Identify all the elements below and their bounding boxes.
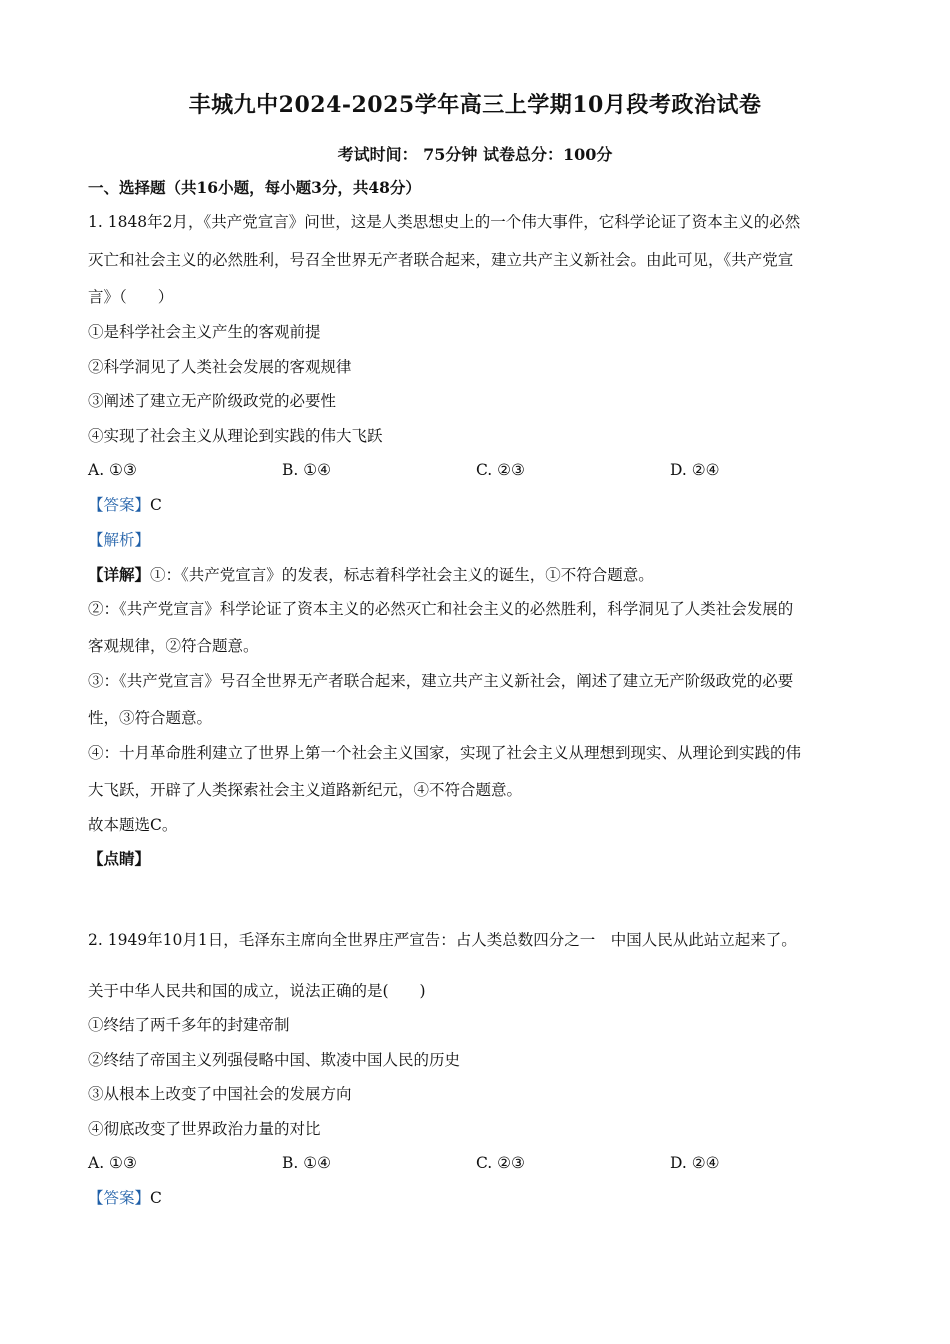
q1-explanation-line: 性，③符合题意。 [88,709,213,727]
q1-option-b: B. ①④ [282,461,332,479]
q2-statement: ④彻底改变了世界政治力量的对比 [88,1120,321,1138]
q1-stem-line: 1. 1848年2月，《共产党宣言》问世，这是人类思想史上的一个伟大事件，它科学论证了资本主义的必然 [88,213,801,231]
explanation-text: ①：《共产党宣言》的发表，标志着科学社会主义的诞生，①不符合题意。 [150,566,654,584]
answer-value: C [150,496,162,514]
q1-explanation-line: 客观规律，②符合题意。 [88,637,259,655]
q1-statement: ①是科学社会主义产生的客观前提 [88,323,321,341]
q1-conclusion: 故本题选C。 [88,816,178,834]
q1-analysis-tag: 【解析】 [88,531,151,549]
q2-option-b: B. ①④ [282,1154,332,1172]
q2-stem-line: 2. 1949年10月1日，毛泽东主席向全世界庄严宣告：占人类总数四分之一 中国人民从此站立起来了。 [88,931,797,949]
q1-explanation-line: ④：十月革命胜利建立了世界上第一个社会主义国家，实现了社会主义从理想到现实、从理论到实践的伟 [88,744,802,762]
q1-statement: ③阐述了建立无产阶级政党的必要性 [88,392,337,410]
q1-option-d: D. ②④ [670,461,720,479]
answer-tag: 【答案】 [88,496,151,514]
q2-option-a: A. ①③ [88,1154,137,1172]
q1-option-c: C. ②③ [476,461,525,479]
q2-statement: ③从根本上改变了中国社会的发展方向 [88,1085,352,1103]
q1-comment-tag: 【点睛】 [88,849,151,868]
q2-answer [88,1188,162,1208]
answer-value: C [150,1189,162,1207]
q2-option-d: D. ②④ [670,1154,720,1172]
q2-option-c: C. ②③ [476,1154,525,1172]
q2-stem-line: 关于中华人民共和国的成立，说法正确的是( ) [88,982,426,1000]
q1-option-a: A. ①③ [88,461,137,479]
q1-detail-line [88,565,654,585]
q1-statement: ④实现了社会主义从理论到实践的伟大飞跃 [88,427,383,445]
q1-statement: ②科学洞见了人类社会发展的客观规律 [88,358,352,376]
q2-statement: ①终结了两千多年的封建帝制 [88,1016,290,1034]
q1-explanation-line: 大飞跃，开辟了人类探索社会主义道路新纪元，④不符合题意。 [88,781,523,799]
q1-explanation-line: ③：《共产党宣言》号召全世界无产者联合起来，建立共产主义新社会，阐述了建立无产阶级政党的必要 [88,672,794,690]
detail-tag: 【详解】 [88,565,151,584]
q2-statement: ②终结了帝国主义列强侵略中国、欺凌中国人民的历史 [88,1051,461,1069]
q1-stem-line: 灭亡和社会主义的必然胜利，号召全世界无产者联合起来，建立共产主义新社会。由此可见，《共产党宣 [88,251,794,269]
q1-explanation-line: ②：《共产党宣言》科学论证了资本主义的必然灭亡和社会主义的必然胜利，科学洞见了人类社会发展的 [88,600,794,618]
q1-answer [88,495,162,515]
page-title: 丰城九中2024-2025学年高三上学期10月段考政治试卷 [188,92,762,118]
section-heading: 一、选择题（共16小题，每小题3分，共48分） [88,178,421,197]
q1-stem-line: 言》（ ） [88,288,174,306]
answer-tag: 【答案】 [88,1189,151,1207]
exam-info: 考试时间： 75分钟 试卷总分：100分 [337,145,613,164]
